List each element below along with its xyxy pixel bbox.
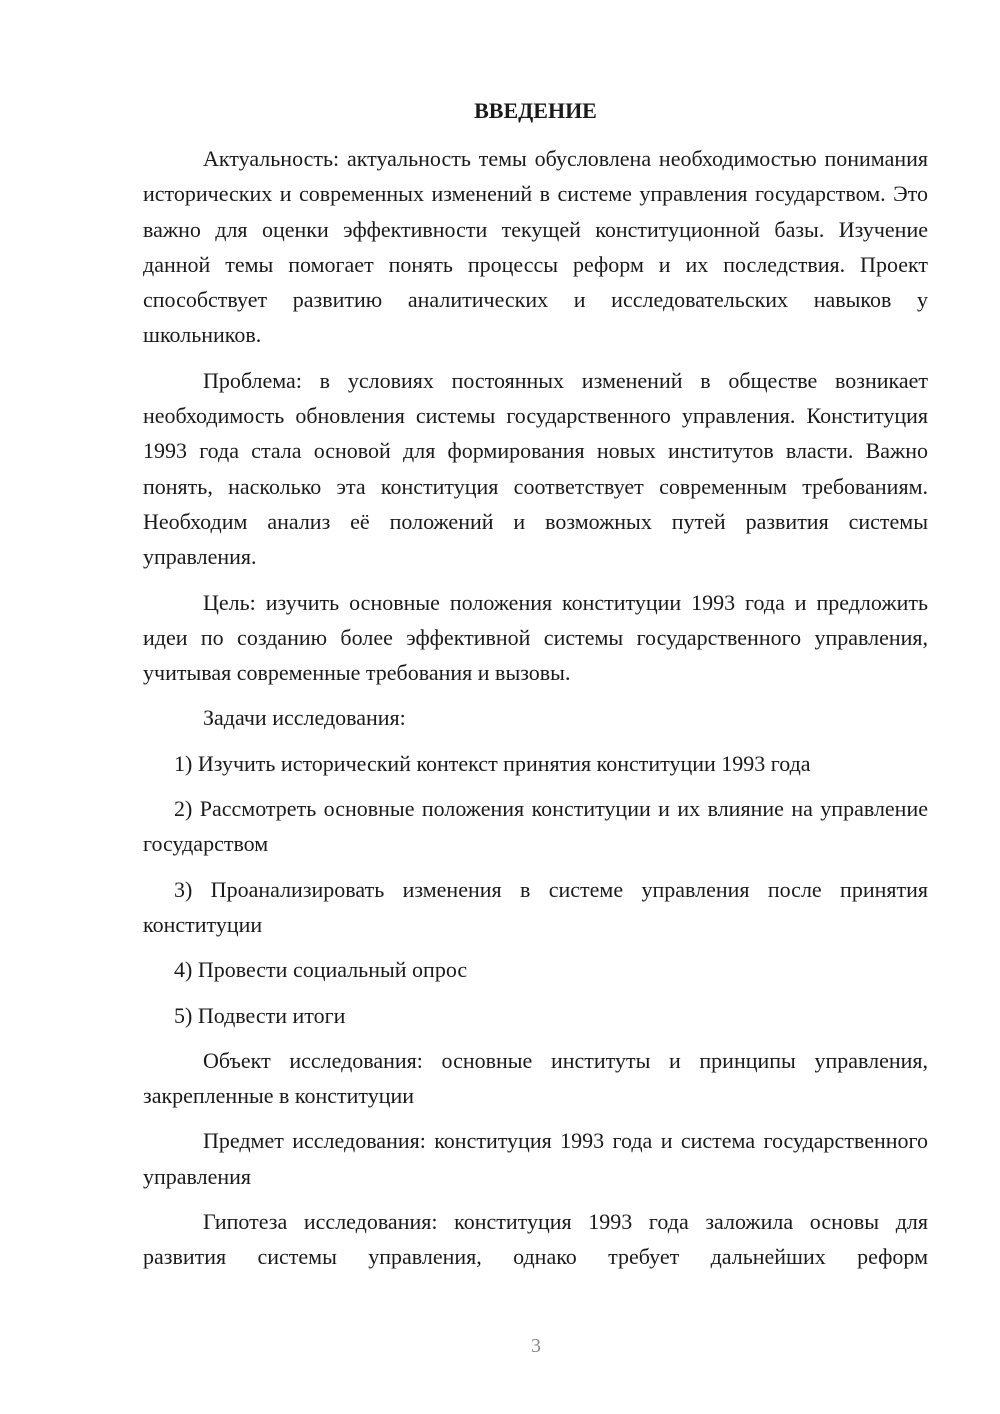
paragraph-problem: Проблема: в условиях постоянных изменений в обществе возникает необходимость обновления системы государственного управления. Конституция 1993 года стала основой для формирования новых институтов власти. Важно понять, насколько эта конституция соответствует современным требованиям. Необходим анализ её положений и возможных путей развития системы управления.	[143, 367, 928, 570]
page-number: 3	[531, 1335, 541, 1357]
paragraph-hypothesis: Гипотеза исследования: конституция 1993 года заложила основы для развития системы управления, однако требует дальнейших реформ	[143, 1209, 928, 1270]
task-item-1: 1) Изучить исторический контекст принятия конституции 1993 года	[174, 750, 811, 776]
task-item-4: 4) Провести социальный опрос	[174, 957, 468, 983]
section-title: ВВЕДЕНИЕ	[474, 98, 597, 123]
paragraph-tasks-heading: Задачи исследования:	[203, 705, 406, 731]
task-item-5: 5) Подвести итоги	[174, 1002, 346, 1028]
paragraph-relevance: Актуальность: актуальность темы обусловлена необходимостью понимания исторических и современных изменений в системе управления государством. Это важно для оценки эффективности текущей конституционной базы. Изучение данной темы помогает понять процессы реформ и их последствия. Проект способствует развитию аналитических и исследовательских навыков у школьников.	[143, 146, 928, 348]
paragraph-object: Объект исследования: основные институты и принципы управления, закрепленные в конституции	[143, 1047, 928, 1109]
paragraph-goal: Цель: изучить основные положения конституции 1993 года и предложить идеи по созданию более эффективной системы государственного управления, учитывая современные требования и вызовы.	[143, 589, 928, 686]
document-body	[143, 141, 928, 1275]
task-item-3: 3) Проанализировать изменения в системе управления после принятия конституции	[143, 876, 928, 937]
paragraph-subject: Предмет исследования: конституция 1993 года и система государственного управления	[143, 1128, 928, 1189]
task-item-2: 2) Рассмотреть основные положения конституции и их влияние на управление государством	[143, 796, 928, 857]
